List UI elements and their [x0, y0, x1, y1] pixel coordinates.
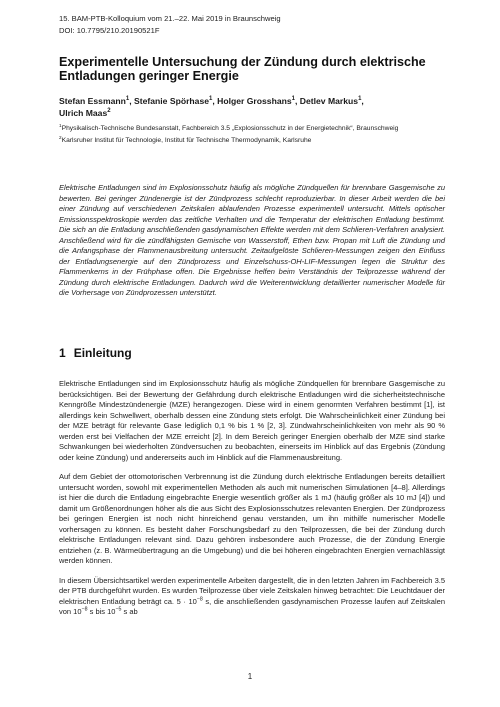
abstract: Elektrische Entladungen sind im Explosionsschutz häufig als mögliche Zündquellen für brennbare Gasgemische zu bewerten. Bei geringer Zündenergie ist der Zündprozess schlecht reproduzierbar. In dieser Arbeit werden die bei einer Zündung auf verschiedenen Zeitskalen ablaufenden Prozesse experimentell untersucht. Mittels optischer Emissionsspektroskopie werden das zeitliche Verhalten und die Temperatur der elektrischen Entladung bestimmt. Die sich an die Entladung anschließenden gasdynamischen Effekte werden mit dem Schlieren-Verfahren analysiert. Anschließend wird für die zündfähigsten Gemische von Wasserstoff, Ethen bzw. Propan mit Luft die Zündung und die Anfangsphase der Flammenausbreitung untersucht. Zeitaufgelöste Schlieren-Messungen zeigen den Einfluss der Entladungsenergie auf den Zündprozess und Einzelschuss-OH-LIF-Messungen legen die Struktur des Flammenkerns in der Frühphase offen. Die Ergebnisse helfen beim Verständnis der Teilprozesse während der Zündung durch elektrische Entladungen. Dadurch wird die Weiterentwicklung detaillierter numerischer Modelle für die Vorhersage von Zündprozessen unterstützt.: [59, 183, 445, 297]
conference-line: 15. BAM-PTB-Kolloquium vom 21.–22. Mai 2019 in Braunschweig: [59, 14, 281, 23]
doi-line: DOI: 10.7795/210.20190521F: [59, 25, 160, 35]
paper-title: Experimentelle Untersuchung der Zündung durch elektrische Entladungen geringer Energie: [59, 55, 426, 83]
author: Stefan Essmann$^1$,: [59, 96, 135, 106]
paragraph: In diesem Übersichtsartikel werden experimentelle Arbeiten dargestellt, die in den letzten Jahren im Fachbereich 3.5 der PTB durchgeführt wurden. Es wurden Teilprozesse über viele Zeitskalen hinweg betrachtet: Die Leuchtdauer der elektrischen Entladung beträgt ca. $5 \cdot 10^{-8}$ s, die anschließenden gasdynamischen Prozesse laufen auf Zeitskalen von $10^{-8}$ s bis $10^{-5}$ s ab: [59, 575, 445, 616]
section-title: Einleitung: [73, 346, 132, 360]
author: Ulrich Maas$^2$: [59, 108, 111, 118]
running-header: [59, 13, 281, 36]
author: Holger Grosshans$^1$,: [217, 96, 300, 106]
author: Stefanie Spörhase$^1$,: [134, 96, 218, 106]
author: Detlev Markus$^1$,: [299, 96, 364, 106]
paragraph: Auf dem Gebiet der ottomotorischen Verbrennung ist die Zündung durch elektrische Entladungen bereits detailliert untersucht worden, sowohl mit experimentellen Methoden als auch mit numerischen Simulationen [4–8]. Allerdings ist hier die durch die Entladung eingebrachte Energie wesentlich größer als 1 mJ (häufig größer als 10 mJ [4]) und damit um Größenordnungen höher als die aus Sicht des Explosionsschutzes relevanten Energien. Der Zündprozess bei geringen Energien ist noch nicht hinreichend genau verstanden, um ihn mithilfe numerischer Modelle vorhersagen zu können. Es besteht daher Forschungsbedarf zu den Teilprozessen, die bei der Zündung durch elektrische Entladungen relevant sind. Dazu gehören insbesondere auch Prozesse, die der Zündung Energie entziehen (z. B. Wärmeübertragung an die Umgebung) und die bei höheren eingebrachten Energien vernachlässigt werden können.: [59, 472, 445, 565]
section-number: 1: [59, 346, 66, 360]
affiliations: [59, 124, 459, 147]
author-list: [59, 95, 459, 119]
body-text: [59, 379, 445, 627]
affiliation-2: $^2$Karlsruher Institut für Technologie, Institut für Technische Thermodynamik, Karlsruhe: [59, 134, 312, 144]
section-heading: [59, 346, 132, 360]
affiliation-1: $^1$Physikalisch-Technische Bundesanstalt, Fachbereich 3.5 „Explosionsschutz in der Energietechnik“, Braunschweig: [59, 122, 399, 132]
paragraph: Elektrische Entladungen sind im Explosionsschutz häufig als mögliche Zündquellen für brennbare Gasgemische zu berücksichtigen. Bei der Bewertung der Gefährdung durch elektrische Entladungen wird die sicherheitstechnische Kenngröße Mindestzündenergie (MZE) herangezogen. Diese wird in einem genormten Verfahren bestimmt [1], ist allerdings kein Schwellwert, oberhalb dessen eine Zündung stets erfolgt. Die Wahrscheinlichkeit einer Zündung bei der MZE beträgt für relevante Gase lediglich 0,1 % bis 1 % [2, 3]. Zündwahrscheinlichkeiten von mehr als 90 % werden erst bei Vielfachen der MZE erreicht [2]. In dem Bereich geringer Energien oberhalb der MZE sind starke Schwankungen bei wiederholten Zündversuchen zu beobachten, einerseits im Hinblick auf das Ergebnis (Zündung oder keine Zündung) und andererseits auch im Hinblick auf die Flammenausbreitung.: [59, 379, 445, 462]
page-number: 1: [247, 672, 253, 681]
